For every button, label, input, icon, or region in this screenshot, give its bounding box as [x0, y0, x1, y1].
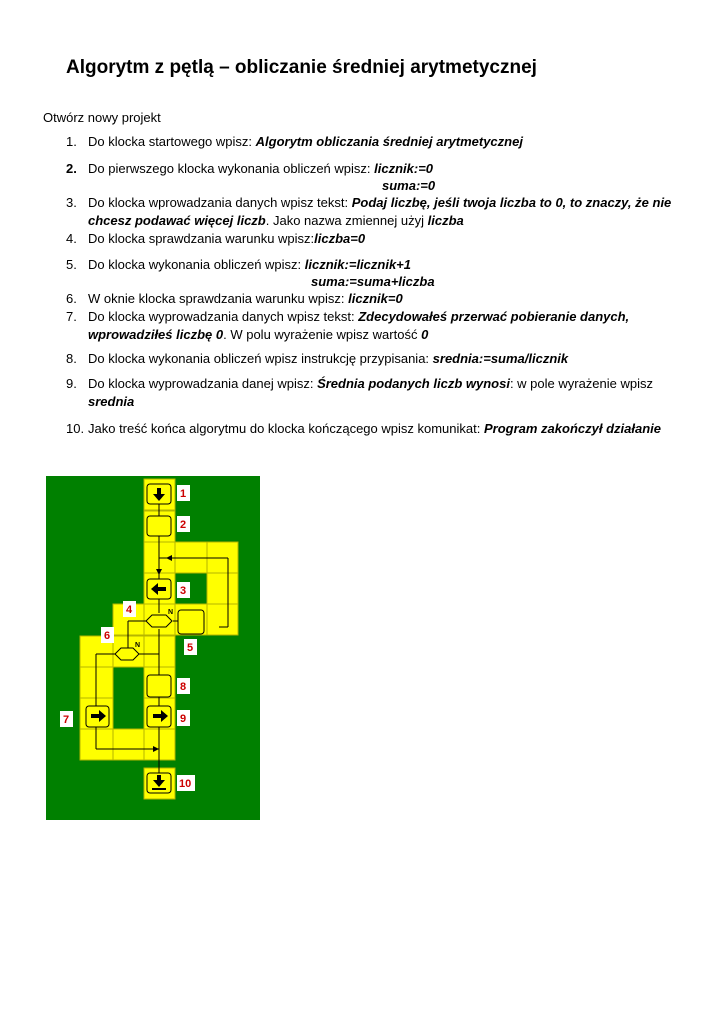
branch-label: N	[168, 609, 174, 616]
step-value-2: srednia	[88, 394, 135, 409]
branch-label: N	[135, 642, 141, 649]
step-5-extra: suma:=suma+liczba	[311, 274, 435, 289]
end-bar-icon	[152, 788, 166, 790]
step-text: W oknie klocka sprawdzania warunku wpisz:	[88, 291, 349, 306]
step-value: licznik:=0	[374, 161, 434, 176]
step-text: Do klocka wyprowadzania danej wpisz:	[88, 376, 318, 391]
calc-block-2	[178, 610, 204, 634]
step-text: Do klocka wykonania obliczeń wpisz:	[88, 257, 305, 272]
step-number: 1.	[66, 134, 77, 149]
label-1: 1	[180, 488, 187, 500]
step-text: Jako treść końca algorytmu do klocka kończącego wpisz komunikat:	[88, 421, 484, 436]
step-number: 2.	[66, 161, 77, 176]
step-value: Algorytm obliczania średniej arytmetycznej	[255, 134, 523, 149]
step-number: 5.	[66, 257, 77, 272]
step-value: Średnia podanych liczb wynosi	[317, 376, 510, 391]
label-4: 4	[126, 604, 133, 616]
step-value: Zdecydowałeś przerwać pobieranie danych, wprowadziłeś liczbę 0	[88, 309, 630, 342]
step-value: srednia:=suma/licznik	[432, 351, 569, 366]
label-10: 10	[179, 778, 192, 790]
step-2-extra: suma:=0	[382, 178, 436, 193]
calc-block-1	[147, 516, 171, 536]
flowchart-diagram	[46, 476, 260, 820]
step-value: licznik=0	[348, 291, 403, 306]
intro-text: Otwórz nowy projekt	[43, 110, 161, 125]
step-text: Do klocka wyprowadzania danych wpisz tekst:	[88, 309, 359, 324]
step-text-2: . W polu wyrażenie wpisz wartość	[223, 327, 422, 342]
calc-block-3	[147, 675, 171, 697]
step-value-2: 0	[421, 327, 429, 342]
step-number: 8.	[66, 351, 77, 366]
step-value-2: liczba	[427, 213, 464, 228]
label-7: 7	[63, 714, 70, 726]
step-text: Do klocka wprowadzania danych wpisz tekst:	[88, 195, 352, 210]
step-number: 4.	[66, 231, 77, 246]
step-text-2: : w pole wyrażenie wpisz	[509, 376, 653, 391]
label-9: 9	[180, 713, 187, 725]
step-text: Do pierwszego klocka wykonania obliczeń wpisz:	[88, 161, 375, 176]
step-value: Podaj liczbę, jeśli twoja liczba to 0, to znaczy, że nie chcesz podawać więcej liczb	[88, 195, 672, 228]
step-number: 10.	[66, 421, 85, 436]
label-2: 2	[180, 519, 187, 531]
label-5: 5	[187, 642, 194, 654]
step-text: Do klocka sprawdzania warunku wpisz:	[88, 231, 315, 246]
step-number: 6.	[66, 291, 77, 306]
condition-block-1	[146, 615, 172, 627]
step-value: licznik:=licznik+1	[304, 257, 411, 272]
step-text-2: . Jako nazwa zmiennej użyj	[265, 213, 428, 228]
label-8: 8	[180, 681, 187, 693]
label-3: 3	[180, 585, 187, 597]
condition-block-2	[115, 648, 139, 660]
label-6: 6	[104, 630, 111, 642]
document-title: Algorytm z pętlą – obliczanie średniej arytmetycznej	[66, 57, 537, 78]
step-number: 7.	[66, 309, 77, 324]
step-value: Program zakończył działanie	[483, 421, 661, 436]
step-number: 9.	[66, 376, 77, 391]
step-text: Do klocka startowego wpisz:	[88, 134, 256, 149]
step-text: Do klocka wykonania obliczeń wpisz instrukcję przypisania:	[88, 351, 433, 366]
step-number: 3.	[66, 195, 77, 210]
step-value: liczba=0	[314, 231, 366, 246]
